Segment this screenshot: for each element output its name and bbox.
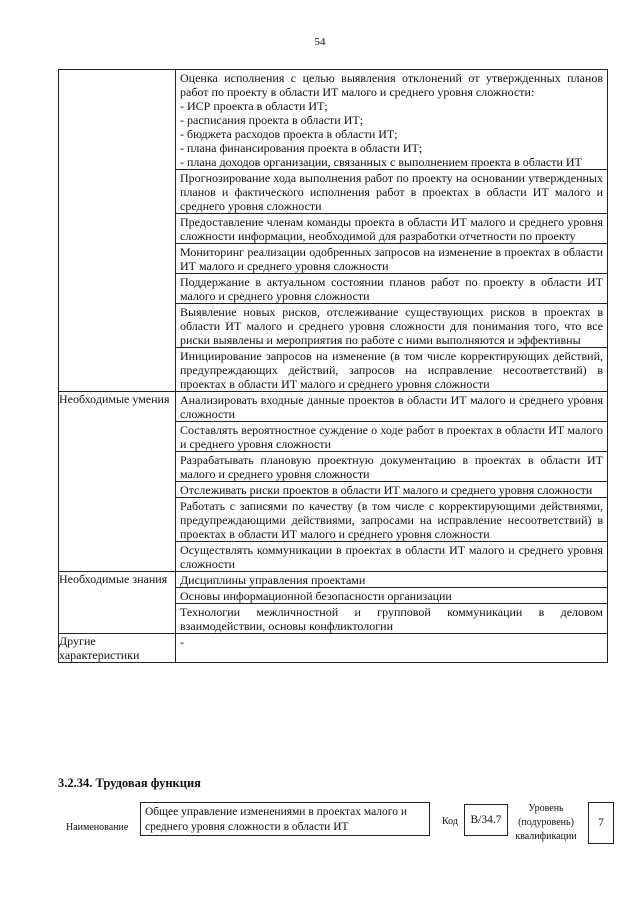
labor-action-item <box>176 70 607 170</box>
knowledge-cell <box>176 572 608 634</box>
name-label: Наименование <box>66 822 129 833</box>
section-title: 3.2.34. Трудовая функция <box>58 776 201 790</box>
level-label: Уровень (подуровень) квалификации <box>515 803 577 842</box>
function-header <box>58 800 618 860</box>
knowledge-item: Технологии межличностной и групповой коммуникации в деловом взаимодействии, основы конфликтологии <box>180 605 603 633</box>
knowledge-label: Необходимые знания <box>59 572 176 634</box>
knowledge-item: Дисциплины управления проектами <box>176 572 607 588</box>
item-text: - ИСР проекта в области ИТ; <box>180 99 328 113</box>
skill-item: Составлять вероятностное суждение о ходе работ в проектах в области ИТ малого и среднего уровня сложности <box>176 422 607 452</box>
skills-label: Необходимые умения <box>59 392 176 572</box>
other-value: - <box>180 635 184 649</box>
labor-actions-cell <box>176 70 608 392</box>
knowledge-item: Основы информационной безопасности организации <box>176 588 607 604</box>
other-label: Другие характеристики <box>59 634 176 663</box>
labor-action-item <box>176 274 607 304</box>
name-value: Общее управление изменениями в проектах малого и среднего уровня сложности в области ИТ <box>140 802 430 836</box>
item-text: Выявление новых рисков, отслеживание существующих рисков в проектах в области ИТ малого и среднего уровня сложности для понимания того, что все риски выявлены и мероприятия по работе с ними выполняются и эффективны <box>180 305 603 347</box>
code-label: Код <box>442 816 458 827</box>
item-text: Мониторинг реализации одобренных запросов на изменение в проектах в области ИТ малого и среднего уровня сложности <box>180 245 603 273</box>
labor-action-item <box>176 214 607 244</box>
labor-action-item <box>176 244 607 274</box>
item-text: - бюджета расходов проекта в области ИТ; <box>180 127 398 141</box>
labor-function-table <box>58 69 608 663</box>
row-label-empty <box>59 70 176 392</box>
skill-item: Осуществлять коммуникации в проектах в области ИТ малого и среднего уровня сложности <box>180 543 603 571</box>
item-text: Предоставление членам команды проекта в области ИТ малого и среднего уровня сложности информации, необходимой для разработки отчетности по проекту <box>180 215 603 243</box>
level-value: 7 <box>588 802 614 844</box>
skill-item: Работать с записями по качеству (в том числе с корректирующими действиями, предупреждающими действиями, запросами на исправление несоответствий) в проектах в области ИТ малого и среднего уровня сложности <box>176 498 607 542</box>
labor-action-item <box>176 348 607 391</box>
code-value: B/34.7 <box>464 804 508 836</box>
item-text: Поддержание в актуальном состоянии планов работ по проекту в области ИТ малого и среднего уровня сложности <box>180 275 603 303</box>
item-text: - расписания проекта в области ИТ; <box>180 113 364 127</box>
labor-action-item <box>176 170 607 214</box>
other-cell <box>176 634 608 663</box>
item-text: - плана финансирования проекта в области ИТ; <box>180 141 423 155</box>
skill-item: Анализировать входные данные проектов в области ИТ малого и среднего уровня сложности <box>176 392 607 422</box>
item-text: Оценка исполнения с целью выявления отклонений от утвержденных планов работ по проекту в области ИТ малого и среднего уровня сложности: <box>180 71 603 99</box>
labor-action-item <box>176 304 607 348</box>
skills-cell <box>176 392 608 572</box>
item-text: Прогнозирование хода выполнения работ по проекту на основании утвержденных планов и фактического исполнения работ в проектах в области ИТ малого и среднего уровня сложности <box>180 171 603 213</box>
item-text: - плана доходов организации, связанных с выполнением проекта в области ИТ <box>180 155 582 169</box>
skill-item: Отслеживать риски проектов в области ИТ малого и среднего уровня сложности <box>176 482 607 498</box>
item-text: Инициирование запросов на изменение (в том числе корректирующих действий, предупреждающих действий, запросов на исправление несоответствий) в проектах в области ИТ малого и среднего уровня сложности <box>180 349 603 391</box>
skill-item: Разрабатывать плановую проектную документацию в проектах в области ИТ малого и среднего уровня сложности <box>176 452 607 482</box>
page-number: 54 <box>314 36 326 48</box>
